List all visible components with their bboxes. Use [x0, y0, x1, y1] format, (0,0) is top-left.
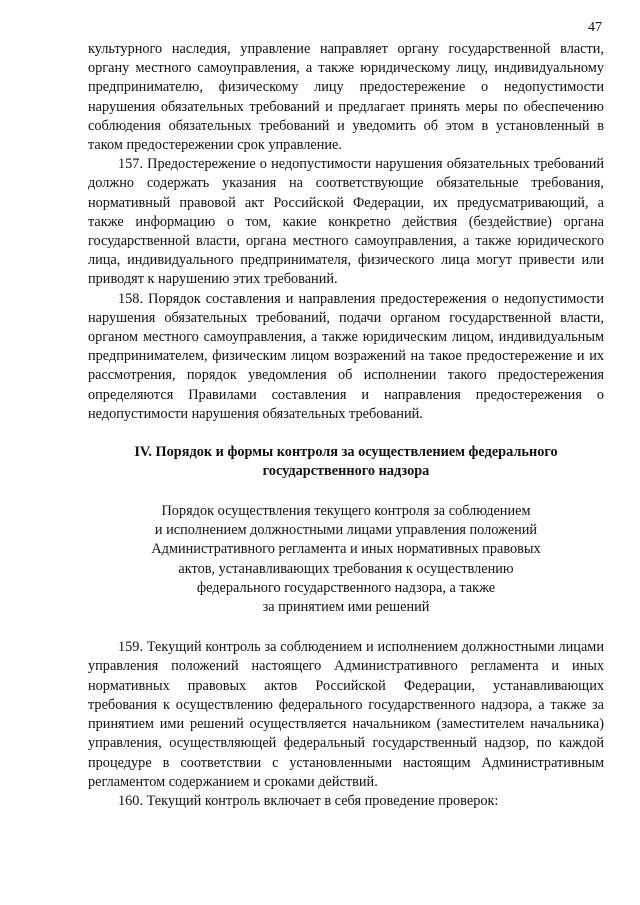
section-heading-line-1: IV. Порядок и формы контроля за осуществлением федерального	[134, 444, 558, 461]
paragraph-159: 159. Текущий контроль за соблюдением и исполнением должностными лицами управления положений настоящего Административного регламента и иных нормативных правовых актов Российской Федерации, устанавливающих требования к осуществлению федерального государственного надзора, а также за принятием ими решений осуществляется начальником (заместителем начальника) управления, осуществляющей федеральный государственный надзор, по каждой процедуре в соответствии с установленными настоящим Административным регламентом содержанием и сроками действий.	[88, 639, 604, 790]
subheading-line-3: Административного регламента и иных нормативных правовых	[151, 541, 541, 558]
subheading-line-5: федерального государственного надзора, а также	[196, 579, 496, 596]
paragraph-160: 160. Текущий контроль включает в себя проведение проверок:	[118, 792, 499, 809]
section-heading	[88, 443, 604, 481]
subheading-line-1: Порядок осуществления текущего контроля за соблюдением	[161, 503, 531, 520]
paragraph-158: 158. Порядок составления и направления предостережения о недопустимости нарушения обязательных требований, подачи органом государственной власти, органом местного самоуправления, а также юридическим лицом, индивидуальным предпринимателем, физическим лицом возражений на такое предостережение и их рассмотрения, порядок уведомления об исполнении такого предостережения определяются Правилами составления и направления предостережения о недопустимости нарушения обязательных требований.	[88, 290, 604, 422]
paragraph-continuation: культурного наследия, управление направляет органу государственной власти, органу местного самоуправления, а также юридическому лицу, индивидуальному предпринимателю, физическому лицу предостережение о недопустимости нарушения обязательных требований и предлагает принять меры по обеспечению соблюдения обязательных требований и уведомить об этом в установленный в таком предостережении срок управление.	[88, 41, 604, 154]
document-body	[88, 40, 604, 811]
subsection-heading	[88, 502, 604, 617]
paragraph-157: 157. Предостережение о недопустимости нарушения обязательных требований должно содержать указания на соответствующие обязательные требования, нормативный правовой акт Российской Федерации, их предусматривающий, а также информацию о том, какие конкретно действия (бездействие) органа государственной власти, органа местного самоуправления, а также юридического лица, индивидуального предпринимателя, физического лица могут привести или приводят к нарушению этих требований.	[88, 156, 604, 288]
section-heading-line-2: государственного надзора	[262, 463, 430, 480]
spacer	[88, 617, 604, 638]
page-number: 47	[588, 20, 602, 35]
subheading-line-4: актов, устанавливающих требования к осуществлению	[178, 560, 514, 577]
subheading-line-2: и исполнением должностными лицами управления положений	[154, 522, 538, 539]
subheading-line-6: за принятием ими решений	[262, 599, 430, 616]
